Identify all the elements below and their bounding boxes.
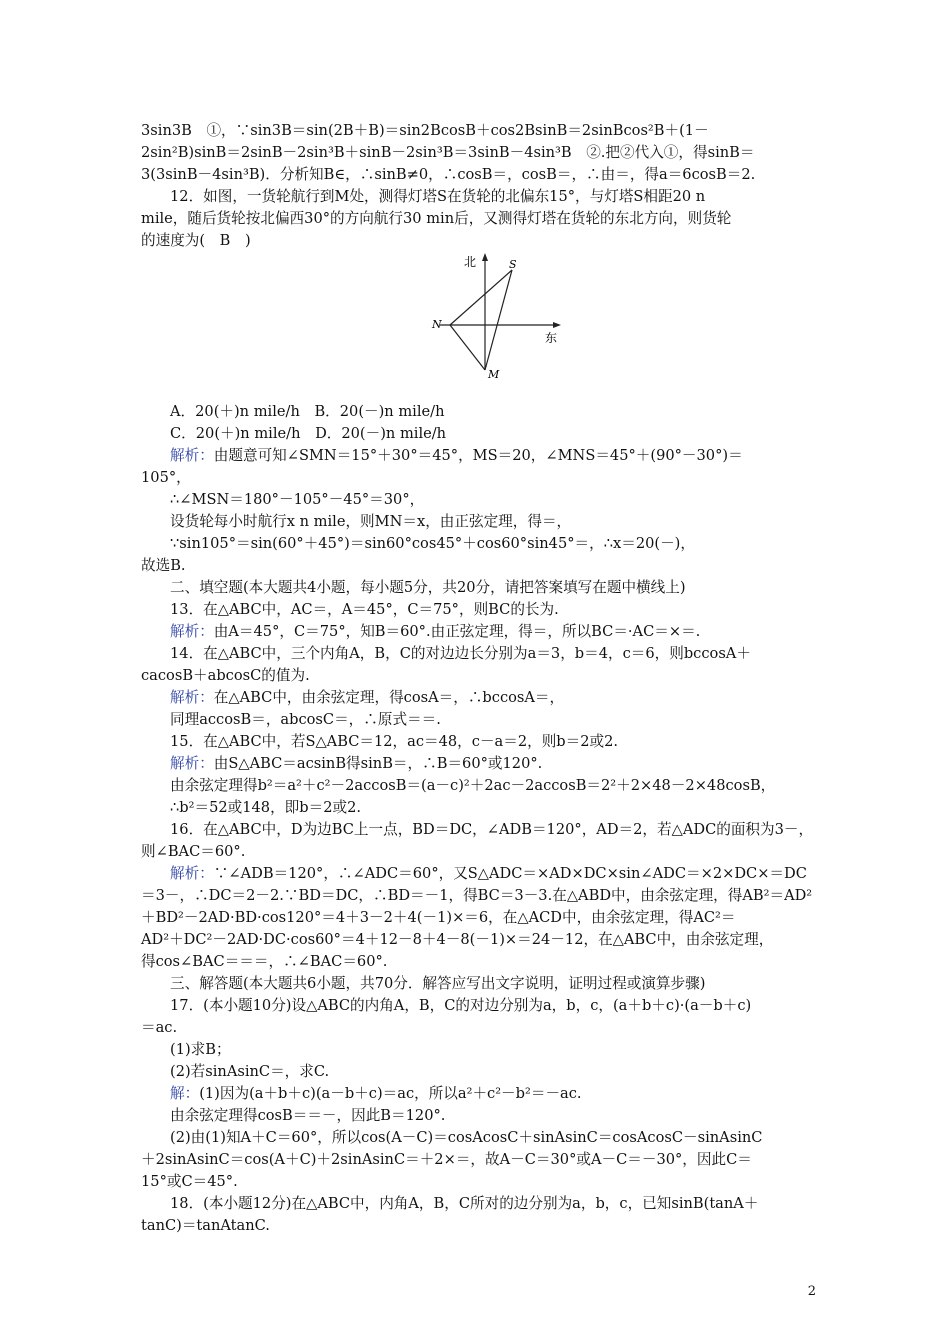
text-line: 故选B. <box>141 557 186 574</box>
text-line: 16．在△ABC中，D为边BC上一点，BD＝DC，∠ADB＝120°，AD＝2，若△ADC的面积为3－， <box>170 821 814 838</box>
text-line: 得cos∠BAC＝＝＝，∴∠BAC＝60°. <box>141 953 388 970</box>
text-line: ∴∠MSN＝180°－105°－45°＝30°， <box>170 491 425 508</box>
text-line: 12．如图，一货轮航行到M处，测得灯塔S在货轮的北偏东15°，与灯塔S相距20 n <box>170 188 706 205</box>
text-line: 由余弦定理得cosB＝＝－，因此B＝120°. <box>170 1107 446 1124</box>
text-line: 的速度为( B ) <box>141 232 251 249</box>
point-n-label: N <box>432 318 442 331</box>
text-line: ＝3－，∴DC＝2－2.∵BD＝DC，∴BD＝－1，得BC＝3－3.在△ABD中，由余弦定理，得AB²＝AD² <box>141 887 813 904</box>
text-line: 三、解答题(本大题共6小题，共70分．解答应写出文字说明，证明过程或演算步骤) <box>170 975 706 992</box>
navigation-figure <box>420 250 570 390</box>
text-line: (1)求B； <box>170 1041 231 1058</box>
text-line: ∵sin105°＝sin(60°＋45°)＝sin60°cos45°＋cos60°sin45°＝，∴x＝20(－)， <box>170 535 695 552</box>
text-line: 105°， <box>141 469 191 486</box>
east-label: 东 <box>545 331 558 345</box>
text-line: ＝ac. <box>141 1019 178 1036</box>
page-number: 2 <box>807 1284 816 1299</box>
text-line: ∴b²＝52或148，即b＝2或2. <box>170 799 362 816</box>
text-line: C．20(＋)n mile/h D．20(－)n mile/h <box>170 425 447 442</box>
text-line: 18．(本小题12分)在△ABC中，内角A，B，C所对的边分别为a，b，c，已知sinB(tanA＋ <box>170 1195 759 1212</box>
north-label: 北 <box>464 255 477 269</box>
text-line: (2)由(1)知A＋C＝60°，所以cos(A－C)＝cosAcosC＋sinAsinC＝cosAcosC－sinAsinC <box>170 1129 763 1146</box>
text-line: 2sin²B)sinB＝2sinB－2sin³B＋sinB－2sin³B＝3sinB－4sin³B ②.把②代入①，得sinB＝ <box>141 144 755 161</box>
text-line: AD²＋DC²－2AD·DC·cos60°＝4＋12－8＋4－8(－1)×＝24－12，在△ABC中，由余弦定理， <box>141 931 774 948</box>
text-line: 同理accosB＝，abcosC＝，∴原式＝＝. <box>170 711 441 728</box>
text-line: 解：(1)因为(a＋b＋c)(a－b＋c)＝ac，所以a²＋c²－b²＝－ac. <box>170 1085 582 1102</box>
text-line: 解析：由A＝45°，C＝75°，知B＝60°.由正弦定理，得＝，所以BC＝·AC＝×＝. <box>170 623 701 640</box>
point-s-label: S <box>509 258 517 271</box>
text-line: 17．(本小题10分)设△ABC的内角A，B，C的对边分别为a，b，c，(a＋b＋c)·(a－b＋c) <box>170 997 752 1014</box>
text-line: 解析：∵∠ADB＝120°，∴∠ADC＝60°，又S△ADC＝×AD×DC×sin∠ADC＝×2×DC×＝DC <box>170 865 807 882</box>
text-line: 15°或C＝45°. <box>141 1173 238 1190</box>
text-line: 解析：由S△ABC＝acsinB得sinB＝，∴B＝60°或120°. <box>170 755 543 772</box>
text-line: 3(3sinB－4sin³B)．分析知B∈，∴sinB≠0，∴cosB＝，cosB＝，∴由＝，得a＝6cosB＝2. <box>141 166 756 183</box>
text-line: 13．在△ABC中，AC＝，A＝45°，C＝75°，则BC的长为. <box>170 601 559 618</box>
point-m-label: M <box>488 368 500 381</box>
text-line: cacosB＋abcosC的值为. <box>141 667 310 684</box>
text-line: 设货轮每小时航行x n mile，则MN＝x，由正弦定理，得＝， <box>170 513 572 530</box>
text-line: 15．在△ABC中，若S△ABC＝12，ac＝48，c－a＝2，则b＝2或2. <box>170 733 619 750</box>
text-line: 解析：在△ABC中，由余弦定理，得cosA＝，∴bccosA＝， <box>170 689 565 706</box>
text-line: ＋BD²－2AD·BD·cos120°＝4＋3－2＋4(－1)×＝6，在△ACD中，由余弦定理，得AC²＝ <box>141 909 736 926</box>
text-line: A．20(＋)n mile/h B．20(－)n mile/h <box>170 403 445 420</box>
text-line: 3sin3B ①，∵sin3B＝sin(2B＋B)＝sin2BcosB＋cos2BsinB＝2sinBcos²B＋(1－ <box>141 122 709 139</box>
text-line: 14．在△ABC中，三个内角A，B，C的对边边长分别为a＝3，b＝4，c＝6，则bccosA＋ <box>170 645 751 662</box>
text-line: 二、填空题(本大题共4小题，每小题5分，共20分，请把答案填写在题中横线上) <box>170 579 686 596</box>
text-line: mile，随后货轮按北偏西30°的方向航行30 min后，又测得灯塔在货轮的东北方向，则货轮 <box>141 210 732 227</box>
text-line: (2)若sinAsinC＝，求C. <box>170 1063 330 1080</box>
text-line: tanC)＝tanAtanC. <box>141 1217 270 1234</box>
text-line: 由余弦定理得b²＝a²＋c²－2accosB＝(a－c)²＋2ac－2accosB＝2²＋2×48－2×48cosB， <box>170 777 776 794</box>
text-line: 解析：由题意可知∠SMN＝15°＋30°＝45°，MS＝20，∠MNS＝45°＋(90°－30°)＝ <box>170 447 743 464</box>
text-line: 则∠BAC＝60°. <box>141 843 246 860</box>
text-line: ＋2sinAsinC＝cos(A＋C)＋2sinAsinC＝＋2×＝，故A－C＝30°或A－C＝－30°，因此C＝ <box>141 1151 752 1168</box>
